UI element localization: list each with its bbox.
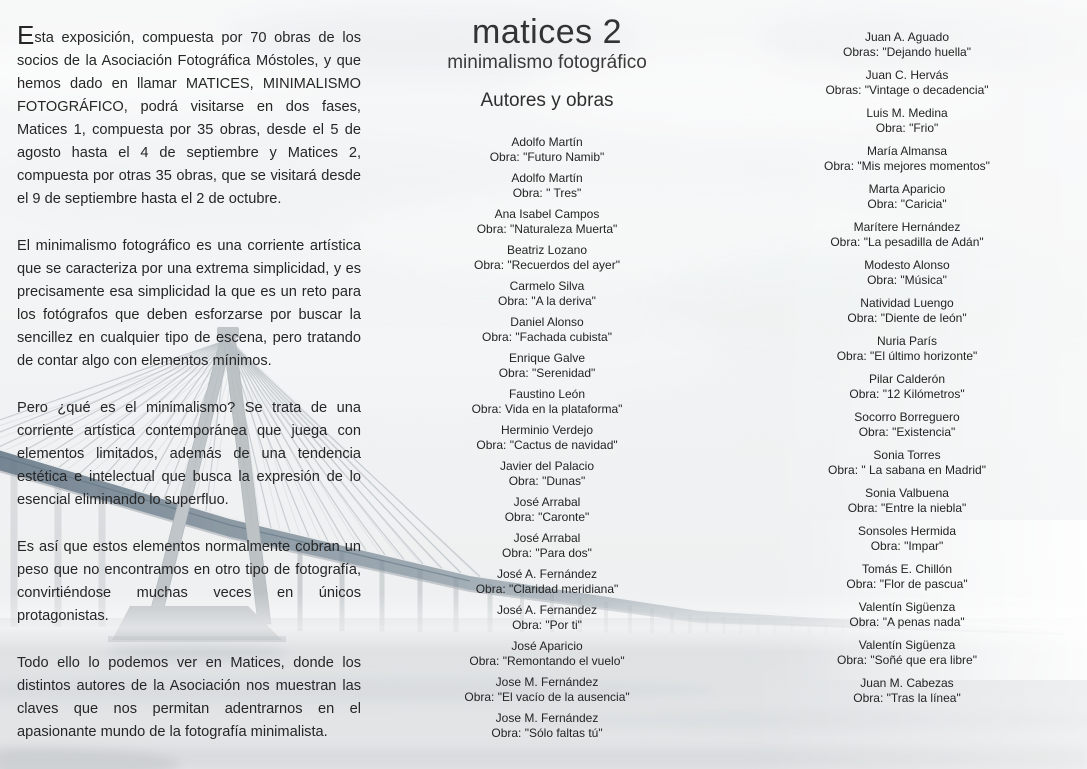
author-name: Carmelo Silva [509, 279, 585, 293]
author-name: Adolfo Martín [511, 135, 583, 149]
author-work: Obra: "El vacío de la ausencia" [464, 689, 630, 704]
author-work: Obra: "Por ti" [512, 617, 582, 632]
author-work: Obra: "Recuerdos del ayer" [474, 257, 620, 272]
author-work: Obra: "Sólo faltas tú" [491, 725, 603, 740]
intro-paragraph-1 [17, 20, 361, 211]
intro-paragraph-4: Es así que estos elementos normalmente cobran un peso que no encontramos en otro tipo de fotografía, convirtiéndose muchas veces en únicos protagonistas. [17, 539, 361, 624]
author-work: Obras: "Vintage o decadencia" [825, 82, 989, 97]
author-work: Obra: "Música" [867, 272, 947, 287]
author-work: Obra: "Impar" [870, 538, 944, 553]
author-work: Obra: "Entre la niebla" [847, 500, 967, 515]
author-entry [397, 243, 697, 272]
author-work: Obra: "Futuro Namib" [489, 149, 605, 164]
page-title: matices 2 [472, 13, 622, 51]
author-entry [757, 68, 1057, 97]
author-work: Obra: "Caricia" [867, 196, 947, 211]
author-entry [397, 351, 697, 380]
author-entry [397, 567, 697, 596]
author-entry [757, 486, 1057, 515]
author-name: José A. Fernandez [496, 603, 598, 617]
author-entry [397, 711, 697, 740]
author-entry [397, 531, 697, 560]
author-work: Obra: "Existencia" [858, 424, 956, 439]
author-work: Obra: "Claridad meridiana" [475, 581, 619, 596]
author-name: José Arrabal [513, 531, 581, 545]
author-work: Obra: Vida en la plataforma" [471, 401, 623, 416]
author-entry [397, 135, 697, 164]
page-subtitle: minimalismo fotográfico [447, 52, 647, 73]
author-work: Obra: "Para dos" [502, 545, 592, 560]
author-entry [757, 144, 1057, 173]
author-entry [757, 220, 1057, 249]
author-name: Sonia Torres [873, 448, 941, 462]
author-entry [397, 207, 697, 236]
author-entry [397, 315, 697, 344]
author-entry [757, 676, 1057, 705]
author-name: Natividad Luengo [860, 296, 954, 310]
author-entry [757, 372, 1057, 401]
author-work: Obra: "El último horizonte" [836, 348, 978, 363]
author-name: Valentín Sigüenza [858, 600, 956, 614]
intro-paragraph-2: El minimalismo fotográfico es una corriente artística que se caracteriza por una extrema simplicidad, y es precisamente esa simplicidad la que es un reto para los fotógrafos que deben esforzarse por buscar la sencillez en cualquier tipo de escena, pero tratando de contar algo con elementos mínimos. [17, 238, 361, 369]
author-entry [397, 387, 697, 416]
author-work: Obra: "Cactus de navidad" [476, 437, 618, 452]
author-entry [757, 600, 1057, 629]
author-name: Ana Isabel Campos [494, 207, 600, 221]
author-entry [397, 171, 697, 200]
author-entry [757, 106, 1057, 135]
author-name: Valentín Sigüenza [858, 638, 956, 652]
intro-paragraph-1-text: sta exposición, compuesta por 70 obras de los socios de la Asociación Fotográfica Móstoles, y que hemos dado en llamar MATICES, MINIMALISMO FOTOGRÁFICO, podrá visitarse en dos fases, Matices 1, compuesta por 35 obras, desde el 5 de agosto hasta el 4 de septiembre y Matices 2, compuesta por otras 35 obras, que se visitará desde el 9 de septiembre hasta el 2 de octubre. [17, 30, 361, 207]
author-name: Socorro Borreguero [854, 410, 960, 424]
author-entry [757, 334, 1057, 363]
author-work: Obra: "Frio" [875, 120, 939, 135]
author-name: Daniel Alonso [510, 315, 584, 329]
author-entry [757, 562, 1057, 591]
author-entry [757, 182, 1057, 211]
author-entry [397, 459, 697, 488]
author-entry [397, 495, 697, 524]
author-entry [757, 448, 1057, 477]
author-name: Marítere Hernández [853, 220, 961, 234]
author-entry [757, 638, 1057, 667]
author-name: María Almansa [866, 144, 948, 158]
author-work: Obra: "Naturaleza Muerta" [476, 221, 618, 236]
author-name: Tomás E. Chillón [861, 562, 953, 576]
author-name: Juan C. Hervás [865, 68, 949, 82]
author-work: Obra: "12 Kilómetros" [849, 386, 965, 401]
author-work: Obra: "Dunas" [508, 473, 586, 488]
author-work: Obra: "Soñé que era libre" [837, 652, 977, 667]
author-name: Sonia Valbuena [865, 486, 949, 500]
author-name: Herminio Verdejo [500, 423, 594, 437]
author-name: José A. Fernández [496, 567, 598, 581]
author-work: Obra: "Fachada cubista" [482, 329, 612, 344]
author-entry [757, 296, 1057, 325]
authors-list-right [757, 30, 1057, 705]
author-work: Obra: "Flor de pascua" [846, 576, 968, 591]
author-entry [757, 30, 1057, 59]
intro-paragraph-5: Todo ello lo podemos ver en Matices, donde los distintos autores de la Asociación nos muestran las claves que nos permitan adentrarnos en el apasionante mundo de la fotografía minimalista. [17, 655, 361, 740]
program-column-right [757, 30, 1057, 714]
author-name: Juan M. Cabezas [860, 676, 954, 690]
author-work: Obras: "Dejando huella" [843, 44, 971, 59]
author-work: Obra: "La pesadilla de Adán" [830, 234, 984, 249]
author-name: Jose M. Fernández [495, 675, 599, 689]
author-name: Jose M. Fernández [495, 711, 599, 725]
author-name: Javier del Palacio [499, 459, 595, 473]
author-name: Modesto Alonso [864, 258, 950, 272]
author-work: Obra: "Serenidad" [498, 365, 596, 380]
author-work: Obra: "A penas nada" [849, 614, 965, 629]
author-name: Juan A. Aguado [864, 30, 950, 44]
author-name: Faustino León [508, 387, 586, 401]
authors-list-middle [397, 135, 697, 740]
author-name: Sonsoles Hermida [857, 524, 957, 538]
author-name: Pilar Calderón [868, 372, 946, 386]
author-entry [757, 524, 1057, 553]
author-name: Adolfo Martín [511, 171, 583, 185]
author-work: Obra: "Caronte" [504, 509, 590, 524]
author-name: Beatriz Lozano [506, 243, 588, 257]
author-entry [757, 410, 1057, 439]
author-work: Obra: "Tras la línea" [853, 690, 961, 705]
author-name: José Arrabal [513, 495, 581, 509]
author-entry [397, 675, 697, 704]
author-work: Obra: " La sabana en Madrid" [828, 462, 986, 477]
lead-initial: E [17, 20, 35, 50]
program-column-middle [397, 12, 697, 747]
author-entry [397, 279, 697, 308]
author-name: Enrique Galve [508, 351, 586, 365]
author-entry [397, 639, 697, 668]
author-work: Obra: "Remontando el vuelo" [469, 653, 625, 668]
author-name: Nuria París [876, 334, 938, 348]
author-name: José Aparicio [511, 639, 583, 653]
author-name: Marta Aparicio [868, 182, 946, 196]
author-name: Luis M. Medina [866, 106, 948, 120]
intro-text-column [17, 20, 361, 768]
author-work: Obra: " Tres" [512, 185, 582, 200]
author-work: Obra: "Diente de león" [847, 310, 967, 325]
author-entry [397, 603, 697, 632]
author-entry [757, 258, 1057, 287]
intro-paragraph-3: Pero ¿qué es el minimalismo? Se trata de una corriente artística contemporánea que juega con elementos limitados, además de una tendencia estética e intelectual que busca la expresión de lo esencial eliminando lo superfluo. [17, 400, 361, 508]
author-entry [397, 423, 697, 452]
author-work: Obra: "Mis mejores momentos" [824, 158, 990, 173]
authors-heading: Autores y obras [480, 90, 614, 111]
author-work: Obra: "A la deriva" [498, 293, 596, 308]
